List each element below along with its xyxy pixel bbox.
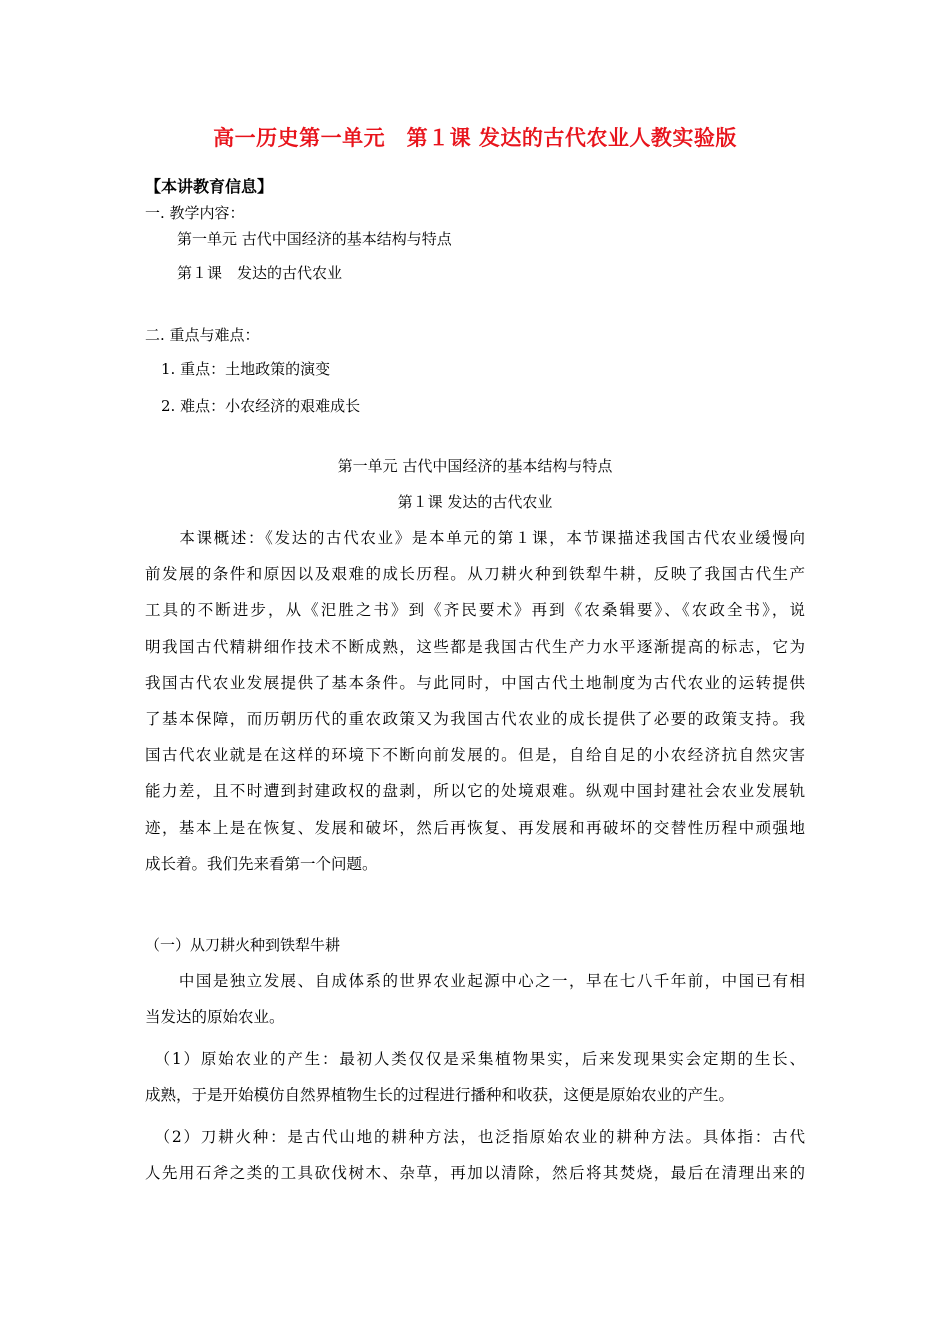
section1-label: 一. 教学内容： xyxy=(145,204,245,222)
text-line: 国古代农业就是在这样的环境下不断向前发展的。但是，自给自足的小农经济抗自然灾害 xyxy=(145,746,805,765)
text-line: 成熟，于是开始模仿自然界植物生长的过程进行播种和收获，这便是原始农业的产生。 xyxy=(145,1086,735,1105)
text-line: （1）原始农业的产生：最初人类仅仅是采集植物果实，后来发现果实会定期的生长、 xyxy=(145,1050,805,1068)
section1-item: 第１课 发达的古代农业 xyxy=(177,264,343,282)
text-line: 我国古代农业发展提供了基本条件。与此同时，中国古代土地制度为古代农业的运转提供 xyxy=(145,673,805,692)
text-line: 本课概述：《发达的古代农业》是本单元的第１课，本节课描述我国古代农业缓慢向 xyxy=(145,529,805,547)
point1-paragraph xyxy=(145,1041,805,1113)
text-line: 前发展的条件和原因以及艰难的成长历程。从刀耕火种到铁犁牛耕，反映了我国古代生产 xyxy=(145,565,805,584)
point2-paragraph xyxy=(145,1119,805,1191)
unit-heading: 第一单元 古代中国经济的基本结构与特点 xyxy=(337,457,613,475)
text-line: 明我国古代精耕细作技术不断成熟，这些都是我国古代生产力水平逐渐提高的标志，它为 xyxy=(145,637,805,656)
text-line: 中国是独立发展、自成体系的世界农业起源中心之一，早在七八千年前，中国已有相 xyxy=(145,972,805,990)
text-line: 当发达的原始农业。 xyxy=(145,1008,285,1027)
text-line: 能力差，且不时遭到封建政权的盘剥，所以它的处境艰难。纵观中国封建社会农业发展轨 xyxy=(145,782,805,801)
text-line: 成长着。我们先来看第一个问题。 xyxy=(145,854,378,873)
text-line: 人先用石斧之类的工具砍伐树木、杂草，再加以清除，然后将其焚烧，最后在清理出来的 xyxy=(145,1164,805,1183)
section2-label: 二. 重点与难点： xyxy=(145,326,260,344)
section2-item: 2. 难点：小农经济的艰难成长 xyxy=(161,397,361,415)
lesson-heading: 第１课 发达的古代农业 xyxy=(397,493,553,511)
sub1-heading: （一）从刀耕火种到铁犁牛耕 xyxy=(145,936,341,954)
text-line: （2）刀耕火种：是古代山地的耕种方法，也泛指原始农业的耕种方法。具体指：古代 xyxy=(145,1128,805,1146)
text-line: 工具的不断进步，从《汜胜之书》到《齐民要术》再到《农桑辑要》、《农政全书》，说 xyxy=(145,601,805,620)
document-title: 高一历史第一单元 第１课 发达的古代农业人教实验版 xyxy=(213,126,737,150)
section2-item: 1. 重点：土地政策的演变 xyxy=(161,360,331,378)
text-line: 迹，基本上是在恢复、发展和破坏，然后再恢复、再发展和再破坏的交替性历程中顽强地 xyxy=(145,818,805,837)
text-line: 了基本保障，而历朝历代的重农政策又为我国古代农业的成长提供了必要的政策支持。我 xyxy=(145,709,805,728)
overview-paragraph xyxy=(145,520,805,882)
section1-item: 第一单元 古代中国经济的基本结构与特点 xyxy=(177,230,452,248)
intro-paragraph xyxy=(145,963,805,1035)
info-heading: 【本讲教育信息】 xyxy=(145,177,274,196)
